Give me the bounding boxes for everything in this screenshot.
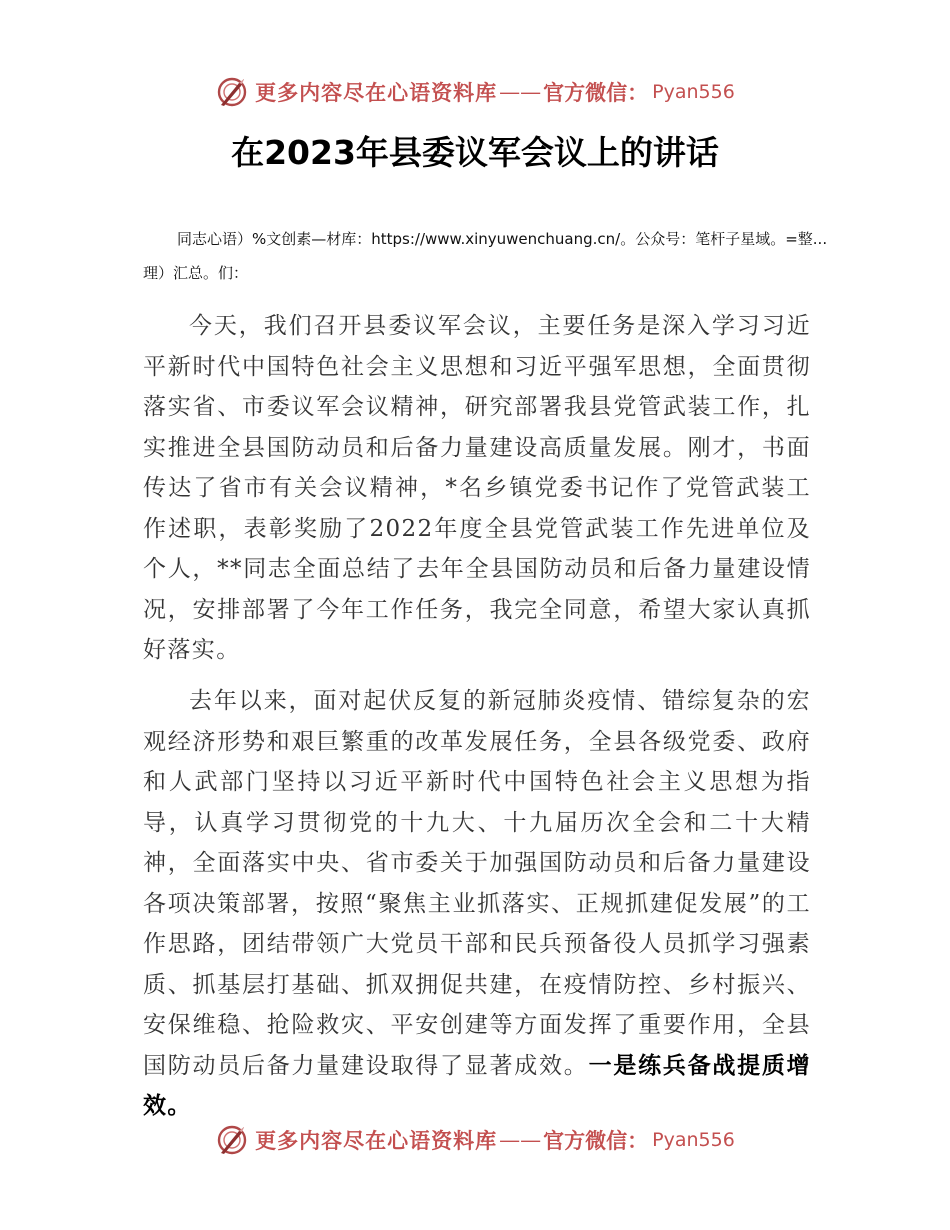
document-title: 在2023年县委议军会议上的讲话: [231, 133, 719, 172]
watermark-separator: ——: [499, 80, 542, 104]
watermark-separator: ——: [499, 1128, 542, 1152]
paragraph-2-text: 去年以来，面对起伏反复的新冠肺炎疫情、错综复杂的宏观经济形势和艰巨繁重的改革发展任务，全县各级党委、政府和人武部门坚持以习近平新时代中国特色社会主义思想为指导，认真学习贯彻党的十九大、十九届历次全会和二十大精神，全面落实中央、省市委关于加强国防动员和后备力量建设各项决策部署，按照“聚焦主业抓落实、正规抓建促发展”的工作思路，团结带领广大党员干部和民兵预备役人员抓学习强素质、抓基层打基础、抓双拥促共建，在疫情防控、乡村振兴、安保维稳、抢险救灾、平安创建等方面发挥了重要作用，全县国防动员后备力量建设取得了显著成效。: [143, 688, 811, 1079]
quill-pen-icon: [215, 1123, 249, 1157]
paragraph-2: [143, 681, 811, 1127]
paragraph-2-bold-heading: 一是练兵备战提质增效。: [143, 1052, 811, 1119]
watermark-site-label: 更多内容尽在心语资料库: [255, 1128, 498, 1153]
watermark-wechat-label: 官方微信：: [543, 1128, 649, 1153]
source-notice: 同志心语）%文创素—材库：https://www.xinyuwenchuang.cn/。公众号：笔杆子星域。=整...理）汇总。们：: [143, 230, 828, 282]
paragraph-1: 今天，我们召开县委议军会议，主要任务是深入学习习近平新时代中国特色社会主义思想和习近平强军思想，全面贯彻落实省、市委议军会议精神，研究部署我县党管武装工作，扎实推进全县国防动员和后备力量建设高质量发展。刚才，书面传达了省市有关会议精神，*名乡镇党委书记作了党管武装工作述职，表彰奖励了2022年度全县党管武装工作先进单位及个人，**同志全面总结了去年全县国防动员和后备力量建设情况，安排部署了今年工作任务，我完全同意，希望大家认真抓好落实。: [143, 313, 811, 663]
watermark-banner-top: [0, 72, 950, 112]
watermark-site-label: 更多内容尽在心语资料库: [255, 80, 498, 105]
watermark-wechat-id: Pyan556: [652, 81, 735, 103]
watermark-banner-bottom: [0, 1120, 950, 1160]
quill-pen-icon: [215, 75, 249, 109]
watermark-wechat-label: 官方微信：: [543, 80, 649, 105]
watermark-wechat-id: Pyan556: [652, 1129, 735, 1151]
